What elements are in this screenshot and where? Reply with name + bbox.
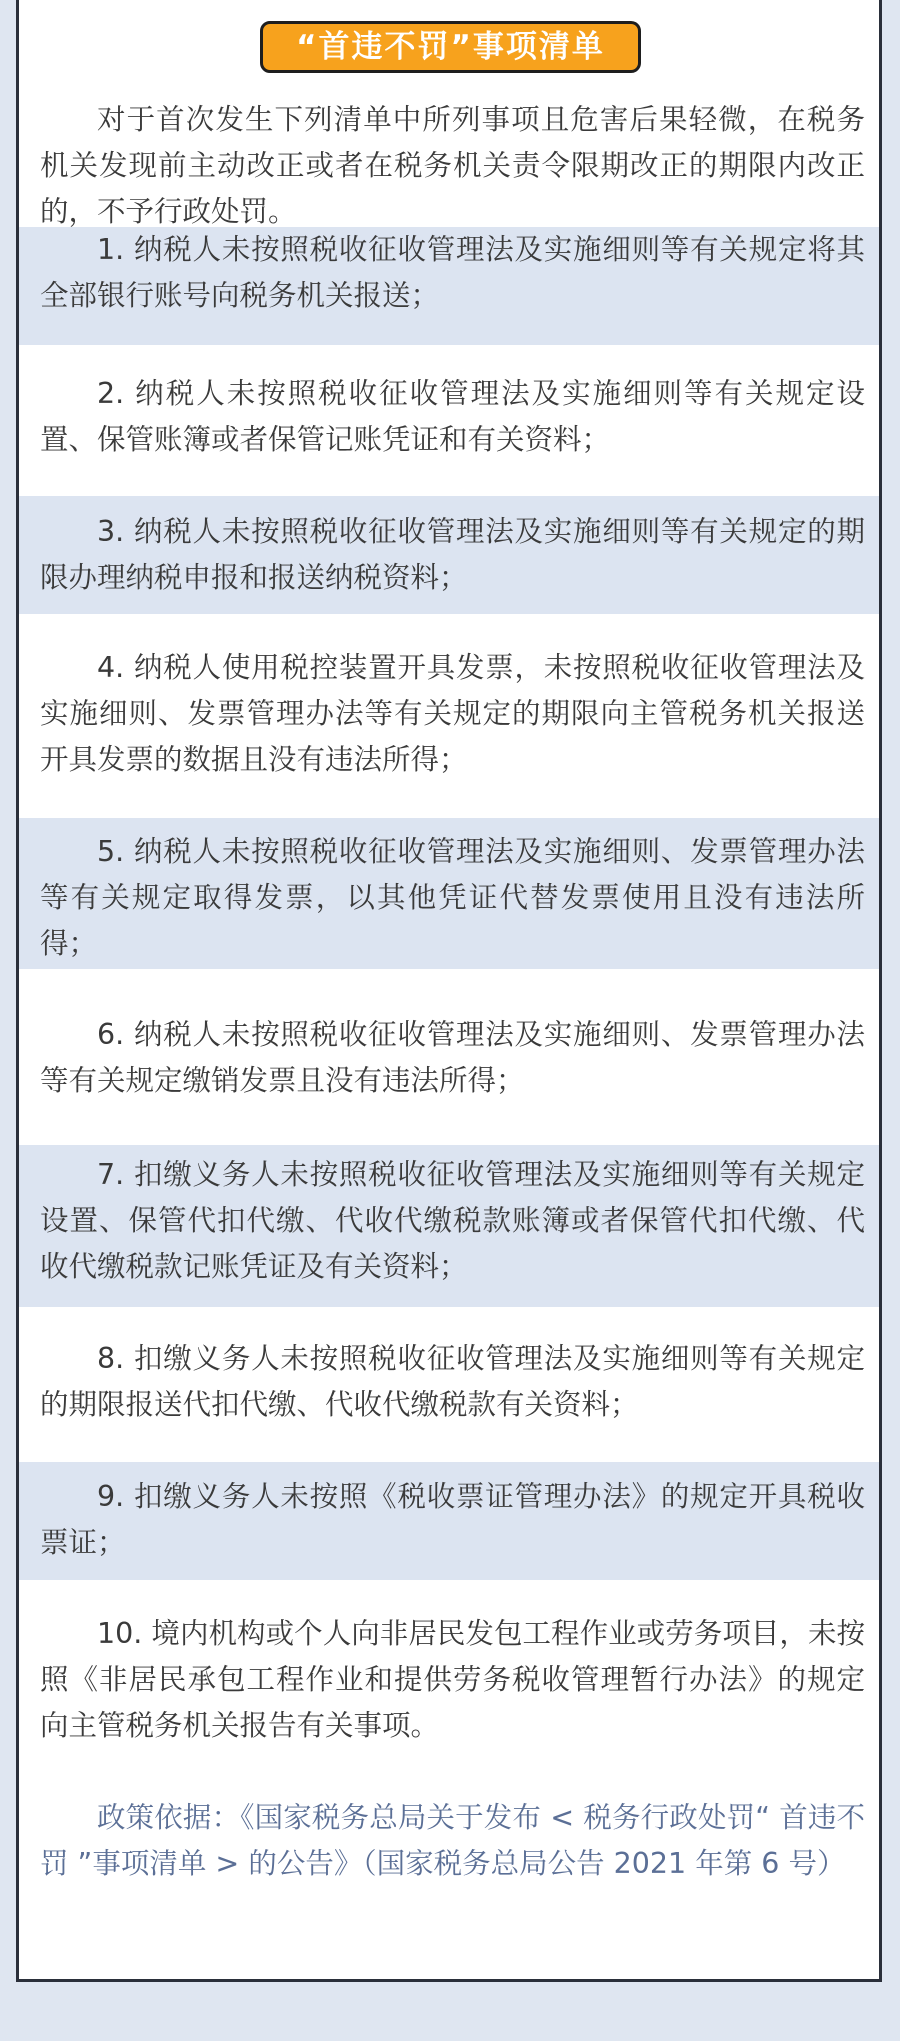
page-title: “首违不罚”事项清单 <box>260 21 641 73</box>
list-item-5: 5. 纳税人未按照税收征收管理法及实施细则、发票管理办法等有关规定取得发票，以其他凭证代替发票使用且没有违法所得； <box>40 835 865 960</box>
list-item-9: 9. 扣缴义务人未按照《税收票证管理办法》的规定开具税收票证； <box>40 1480 865 1559</box>
list-item-3: 3. 纳税人未按照税收征收管理法及实施细则等有关规定的期限办理纳税申报和报送纳税资料； <box>40 515 865 594</box>
policy-basis: 政策依据：《国家税务总局关于发布 < 税务行政处罚“ 首违不罚 ”事项清单 > 的公告》（国家税务总局公告 2021 年第 6 号） <box>40 1801 865 1880</box>
list-item-10: 10. 境内机构或个人向非居民发包工程作业或劳务项目，未按照《非居民承包工程作业和提供劳务税收管理暂行办法》的规定向主管税务机关报告有关事项。 <box>40 1617 865 1742</box>
list-item-8: 8. 扣缴义务人未按照税收征收管理法及实施细则等有关规定的期限报送代扣代缴、代收代缴税款有关资料； <box>40 1342 865 1421</box>
list-item-2: 2. 纳税人未按照税收征收管理法及实施细则等有关规定设置、保管账簿或者保管记账凭证和有关资料； <box>40 377 865 456</box>
intro-paragraph: 对于首次发生下列清单中所列事项且危害后果轻微，在税务机关发现前主动改正或者在税务机关责令限期改正的期限内改正的，不予行政处罚。 <box>40 103 865 228</box>
list-item-1: 1. 纳税人未按照税收征收管理法及实施细则等有关规定将其全部银行账号向税务机关报送； <box>40 233 865 312</box>
list-item-6: 6. 纳税人未按照税收征收管理法及实施细则、发票管理办法等有关规定缴销发票且没有违法所得； <box>40 1018 865 1097</box>
list-item-7: 7. 扣缴义务人未按照税收征收管理法及实施细则等有关规定设置、保管代扣代缴、代收代缴税款账簿或者保管代扣代缴、代收代缴税款记账凭证及有关资料； <box>40 1158 865 1283</box>
list-item-4: 4. 纳税人使用税控装置开具发票，未按照税收征收管理法及实施细则、发票管理办法等有关规定的期限向主管税务机关报送开具发票的数据且没有违法所得； <box>40 651 865 776</box>
